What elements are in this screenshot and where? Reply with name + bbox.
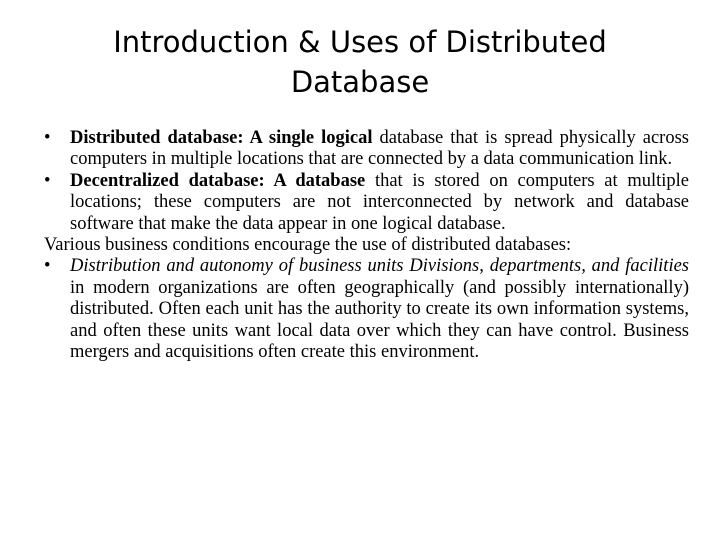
bullet-marker: • — [44, 170, 51, 191]
term-distributed-database: Distributed database: A single logical — [70, 128, 373, 148]
term-distribution-autonomy: Distribution and autonomy of business units Divisions, departments, and facilities — [70, 256, 689, 277]
bullet-item-distributed-database — [44, 128, 689, 171]
bullet-item-decentralized-database — [44, 171, 689, 235]
term-decentralized-database: Decentralized database: A database — [70, 170, 366, 191]
description-distribution-autonomy: in modern organizations are often geographically (and possibly internationally) distributed. Often each unit has the authority to create its own information systems, and often these units want local data over which they can have control. Business mergers and acquisitions often create this environment. — [70, 277, 689, 363]
definition-decentralized-database: that is stored on computers at multiple locations; these computers are not interconnected by network and database software that make the data appear in one logical database. — [70, 170, 689, 234]
bullet-marker: • — [44, 256, 51, 277]
intro-paragraph: Various business conditions encourage the use of distributed databases: — [44, 235, 572, 256]
slide-body — [44, 128, 689, 363]
definition-distributed-database: database that is spread physically across computers in multiple locations that are connected by a data communication link. — [70, 128, 689, 170]
bullet-item-distribution-autonomy — [44, 256, 689, 363]
slide-title: Introduction & Uses of Distributed Database — [113, 25, 607, 99]
bullet-marker: • — [44, 128, 51, 148]
